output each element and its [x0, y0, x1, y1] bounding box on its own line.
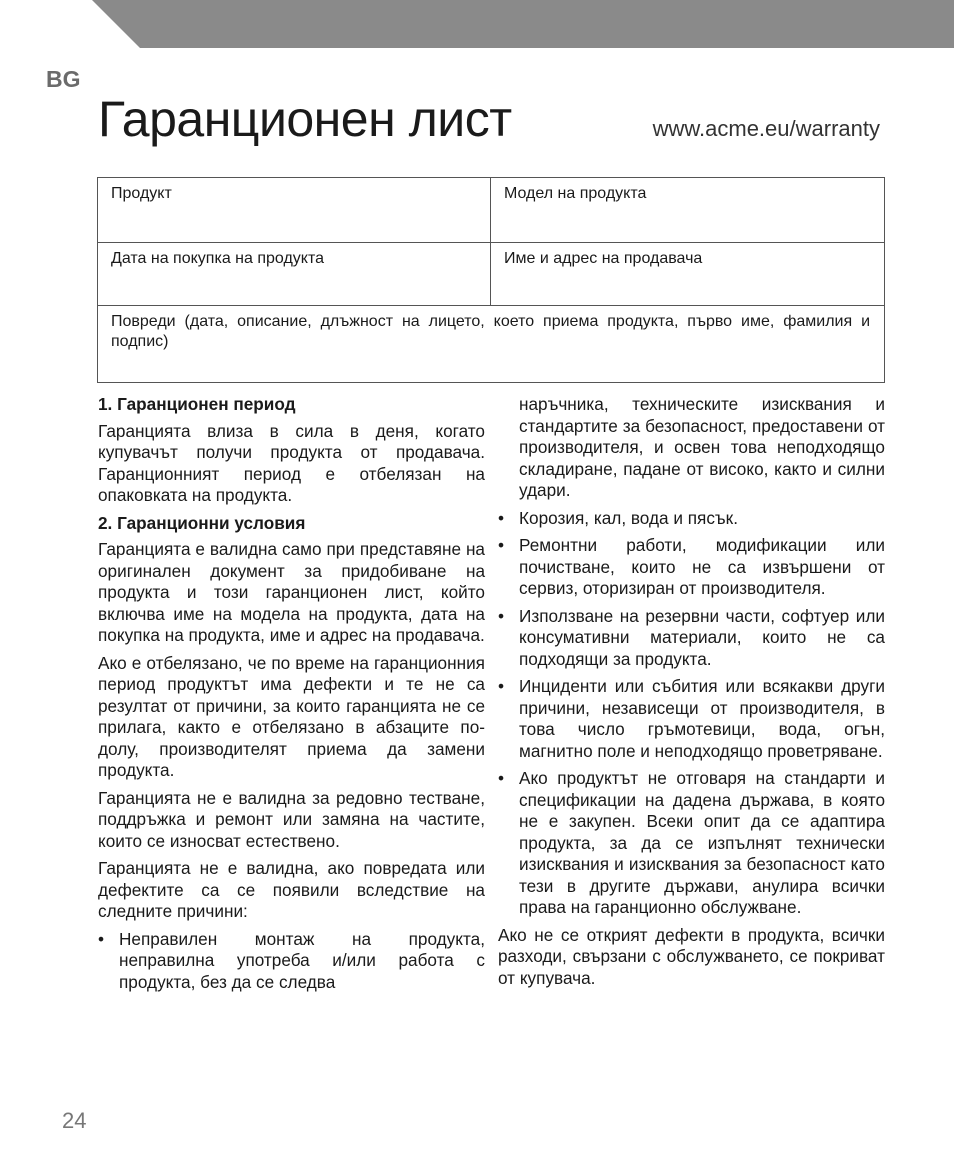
paragraph-maintenance: Гаранцията не е валидна за редовно тестване, поддръжка и ремонт или замяна на частите, които се износват естествено.	[98, 787, 485, 851]
form-row-damages	[98, 306, 884, 382]
list-item-continuation: наръчника, техническите изисквания и стандартите за безопасност, предоставени от производителя, и освен това неподходящо складиране, падане от високо, както и силни удари.	[519, 394, 885, 500]
list-item-text: Корозия, кал, вода и пясък.	[519, 507, 738, 528]
field-purchase-date: Дата на покупка на продукта	[98, 243, 491, 305]
page-title: Гаранционен лист	[98, 91, 512, 147]
paragraph-exclusions-intro: Гаранцията не е валидна, ако повредата или дефектите са се появили вследствие на следните причини:	[98, 858, 485, 921]
page-number: 24	[62, 1108, 87, 1133]
bullet-icon: •	[498, 535, 505, 555]
warranty-url: www.acme.eu/warranty	[652, 116, 880, 141]
language-code: BG	[46, 66, 81, 92]
warranty-form-table	[97, 177, 885, 383]
paragraph-period: Гаранцията влиза в сила в деня, когато купувачът получи продукта от продавача. Гаранционният период е отбелязан на опаковката на продукта.	[98, 420, 485, 505]
section-heading-period: 1. Гаранционен период	[98, 394, 296, 414]
bullet-icon: •	[498, 507, 505, 528]
list-item-text: Ако продуктът не отговаря на стандарти и спецификации на дадена държава, в която не е закупен. Всеки опит да се адаптира продукта, за да се изпълнят технически изисквания и изисквания за безопасност като тези в другите държави, анулира всички права на гаранционно обслужване.	[519, 768, 885, 917]
field-seller: Име и адрес на продавача	[504, 250, 703, 267]
bullet-icon: •	[498, 676, 505, 696]
list-item	[98, 929, 485, 994]
field-damages: Повреди (дата, описание, длъжност на лицето, което приема продукта, първо име, фамилия и подпис)	[111, 313, 870, 350]
paragraph-closing: Ако не се открият дефекти в продукта, всички разходи, свързани с обслужването, се покриват от купувача.	[498, 924, 885, 988]
paragraph-validity: Гаранцията е валидна само при представяне на оригинален документ за придобиване на продукта и този гаранционен лист, който включва име на модела на продукта, дата на покупка на продукта, име и адрес на продавача.	[98, 539, 485, 645]
list-item-text: Неправилен монтаж на продукта, неправилна употреба и/или работа с продукта, без да се следва	[119, 928, 485, 992]
form-row-product	[98, 178, 884, 243]
field-model: Модел на продукта	[504, 185, 647, 202]
bullet-icon: •	[498, 768, 505, 788]
exclusions-list	[98, 929, 485, 994]
left-column	[98, 394, 485, 999]
list-item-text: Използване на резервни части, софтуер или консумативни материали, които не са подходящи за продукта.	[519, 605, 885, 669]
list-item	[498, 508, 885, 530]
paragraph-replacement: Ако е отбелязано, че по време на гаранционния период продуктът има дефекти и те не са резултат от причини, за които гаранцията не се прилага, както е отбелязано в абзаците по-долу, производителят приема да замени продукта.	[98, 652, 485, 780]
exclusions-list-continued	[498, 508, 885, 919]
list-item	[498, 535, 885, 600]
list-item-text: Ремонтни работи, модификации или почистване, които не са извършени от сервиз, оторизиран от производителя.	[519, 535, 885, 598]
bullet-icon: •	[498, 605, 505, 626]
list-item-text: Инциденти или събития или всякакви други причини, независещи от производителя, в това число гръмотевици, вода, огън, магнитно поле и неподходящо проветряване.	[519, 676, 885, 761]
section-heading-conditions: 2. Гаранционни условия	[98, 512, 306, 533]
bullet-icon: •	[98, 928, 105, 949]
form-row-purchase	[98, 243, 884, 306]
list-item	[498, 676, 885, 762]
field-product: Продукт	[98, 178, 491, 242]
list-item	[498, 606, 885, 671]
header-band	[0, 0, 954, 48]
list-item	[498, 768, 885, 919]
right-column	[498, 394, 885, 995]
